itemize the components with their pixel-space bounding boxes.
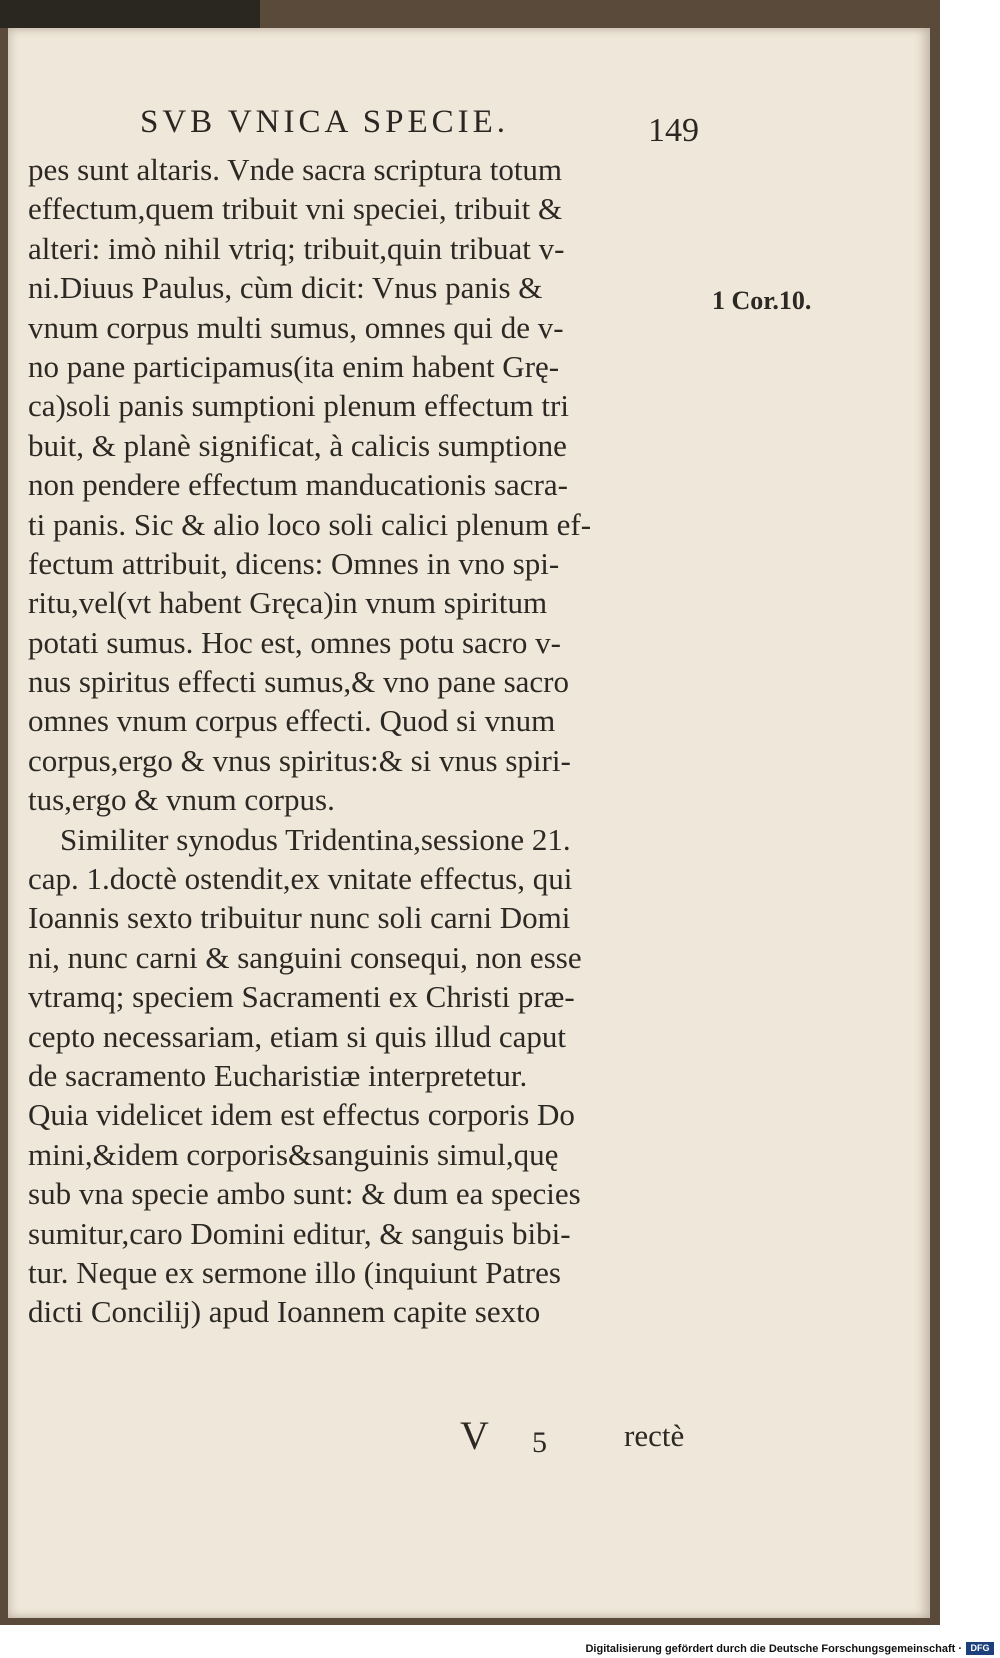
text-line: effectum,quem tribuit vni speciei, tribuit & <box>28 191 563 227</box>
text-line: de sacramento Eucharistiæ interpretetur. <box>28 1057 528 1093</box>
page-number: 149 <box>648 112 699 149</box>
text-line: sub vna specie ambo sunt: & dum ea species <box>28 1176 581 1212</box>
catchword: rectè <box>624 1418 685 1453</box>
text-line: potati sumus. Hoc est, omnes potu sacro v- <box>28 624 561 660</box>
text-line: pes sunt altaris. Vnde sacra scriptura totum <box>28 152 563 187</box>
text-line: ni.Diuus Paulus, cùm dicit: Vnus panis & <box>28 270 543 306</box>
text-line: tus,ergo & vnum corpus. <box>28 782 335 818</box>
text-line: alteri: imò nihil vtriq; tribuit,quin tribuat v- <box>28 230 565 266</box>
text-line: omnes vnum corpus effecti. Quod si vnum <box>28 703 556 739</box>
paragraph-start-line: Similiter synodus Tridentina,sessione 21. <box>60 821 571 857</box>
text-line: mini,&idem corporis&sanguinis simul,quę <box>28 1136 559 1172</box>
signature-mark: V <box>460 1413 489 1458</box>
text-line: Ioannis sexto tribuitur nunc soli carni Domi <box>28 900 571 936</box>
text-line: ni, nunc carni & sanguini consequi, non esse <box>28 939 582 975</box>
text-line: Quia videlicet idem est effectus corporis Do <box>28 1097 575 1133</box>
text-line: corpus,ergo & vnus spiritus:& si vnus spiri- <box>28 742 571 778</box>
text-line: cepto necessariam, etiam si quis illud caput <box>28 1018 567 1054</box>
text-line: sumitur,caro Domini editur, & sanguis bibi- <box>28 1215 571 1251</box>
body-text <box>28 150 708 1332</box>
text-line: ca)soli panis sumptioni plenum effectum tri <box>28 388 569 424</box>
funding-credit: Digitalisierung gefördert durch die Deutsche Forschungsgemeinschaft · <box>585 1643 962 1655</box>
text-line: ti panis. Sic & alio loco soli calici plenum ef- <box>28 506 592 542</box>
signature-number: 5 <box>532 1426 547 1459</box>
text-line: no pane participamus(ita enim habent Grę- <box>28 348 560 384</box>
text-line: vnum corpus multi sumus, omnes qui de v- <box>28 309 564 345</box>
page-top-shadow <box>0 0 260 28</box>
text-line: vtramq; speciem Sacramenti ex Christi præ- <box>28 979 575 1015</box>
text-line: dicti Concilij) apud Ioannem capite sexto <box>28 1294 541 1330</box>
text-line: ritu,vel(vt habent Gręca)in vnum spiritum <box>28 585 548 621</box>
running-head: SVB VNICA SPECIE. <box>140 104 510 140</box>
text-line: non pendere effectum manducationis sacra- <box>28 467 568 503</box>
dfg-logo-icon: DFG <box>966 1642 994 1655</box>
text-line: buit, & planè significat, à calicis sumptione <box>28 427 567 463</box>
text-line: nus spiritus effecti sumus,& vno pane sacro <box>28 664 569 700</box>
text-line: fectum attribuit, dicens: Omnes in vno spi- <box>28 545 560 581</box>
margin-reference: 1 Cor.10. <box>712 286 812 315</box>
text-line: cap. 1.doctè ostendit,ex vnitate effectus, qui <box>28 861 573 897</box>
text-line: tur. Neque ex sermone illo (inquiunt Patres <box>28 1254 561 1290</box>
